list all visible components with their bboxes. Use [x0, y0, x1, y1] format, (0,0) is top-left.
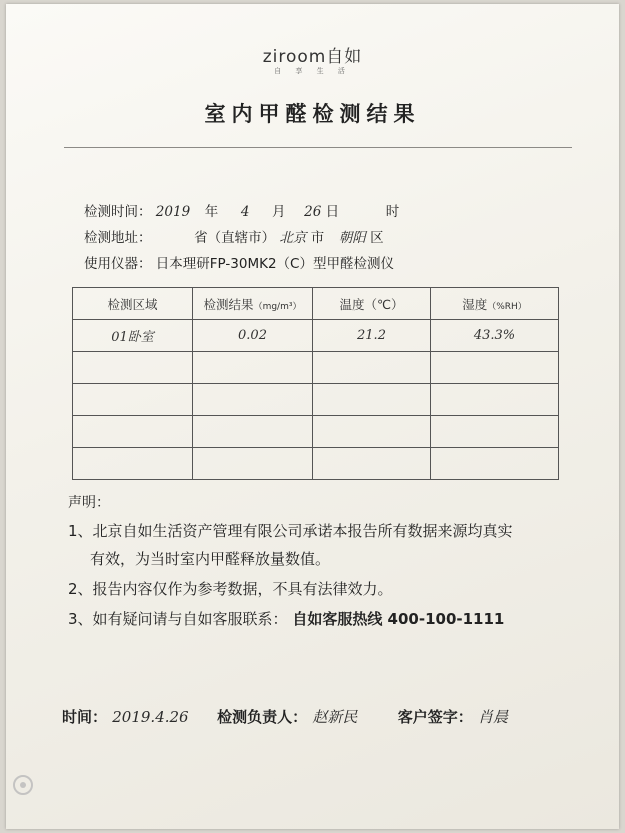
customer-hotline: 自如客服热线 400-100-1111	[292, 610, 505, 628]
cell-temperature	[313, 352, 431, 384]
logo-tagline: 自 享 生 活	[274, 67, 351, 75]
cell-humidity: 43.3%	[431, 320, 559, 352]
instrument-row	[84, 252, 394, 272]
signature-row	[62, 706, 508, 727]
title-divider	[64, 147, 572, 148]
address-label: 检测地址：	[84, 230, 152, 246]
footer-time-label: 时间：	[62, 708, 108, 726]
district-unit: 区	[370, 230, 384, 246]
statement-item-3	[68, 608, 504, 629]
col-header-result: 检测结果（mg/m³）	[193, 288, 313, 320]
cell-result	[193, 384, 313, 416]
statement-heading: 声明：	[68, 495, 110, 511]
province-unit: 省（直辖市）	[194, 230, 276, 246]
cell-area	[73, 352, 193, 384]
ziroom-logo	[6, 42, 619, 67]
time-year: 2019	[155, 204, 191, 220]
report-sheet	[6, 4, 619, 829]
inspector-signature: 赵新民	[312, 708, 358, 726]
table-row	[73, 384, 559, 416]
cell-area: 01卧室	[73, 320, 193, 352]
cell-humidity	[431, 448, 559, 480]
table-row	[73, 416, 559, 448]
instrument-label: 使用仪器：	[84, 256, 152, 272]
statement-item-2: 2、报告内容仅作为参考数据，不具有法律效力。	[68, 580, 393, 598]
inspection-address-row	[84, 226, 384, 246]
city-unit: 市	[310, 230, 325, 246]
result-table	[72, 287, 559, 480]
cell-temperature	[313, 448, 431, 480]
inspector-label: 检测负责人：	[217, 708, 308, 726]
cell-result	[193, 352, 313, 384]
report-title: 室内甲醛检测结果	[204, 101, 421, 126]
cell-area	[73, 448, 193, 480]
customer-label: 客户签字：	[397, 708, 473, 726]
col-header-area: 检测区域	[73, 288, 193, 320]
logo-text: ziroom自如	[262, 47, 363, 67]
table-header-row	[73, 288, 559, 320]
cell-result: 0.02	[193, 320, 313, 352]
table-row	[73, 448, 559, 480]
time-month: 4	[240, 204, 250, 220]
col-header-humidity: 湿度（%RH）	[431, 288, 559, 320]
address-city: 北京	[279, 230, 307, 246]
address-district: 朝阳	[338, 230, 366, 246]
inspection-time-row	[84, 200, 399, 220]
table-row	[73, 352, 559, 384]
cell-humidity	[431, 416, 559, 448]
time-day: 26	[304, 204, 322, 220]
cell-area	[73, 416, 193, 448]
cell-temperature	[313, 416, 431, 448]
cell-result	[193, 448, 313, 480]
cell-result	[193, 416, 313, 448]
watermark-icon	[12, 774, 34, 796]
hour-unit: 时	[385, 204, 400, 220]
cell-temperature: 21.2	[313, 320, 431, 352]
watermark-logo	[10, 774, 36, 822]
statement-item-1-line-1: 1、北京自如生活资产管理有限公司承诺本报告所有数据来源均真实	[68, 522, 513, 540]
day-unit: 日	[325, 204, 340, 220]
cell-temperature	[313, 384, 431, 416]
time-label: 检测时间：	[84, 204, 152, 220]
cell-humidity	[431, 352, 559, 384]
cell-humidity	[431, 384, 559, 416]
customer-signature: 肖晨	[478, 708, 509, 726]
statement-item-1-line-2: 有效，为当时室内甲醛释放量数值。	[90, 550, 331, 568]
cell-area	[73, 384, 193, 416]
table-row	[73, 320, 559, 352]
footer-time-value: 2019.4.26	[112, 708, 189, 726]
year-unit: 年	[204, 204, 219, 220]
instrument-value: 日本理研FP-30MK2（C）型甲醛检测仪	[155, 256, 394, 272]
month-unit: 月	[272, 204, 286, 220]
col-header-temperature: 温度（℃）	[313, 288, 431, 320]
contact-prefix: 3、如有疑问请与自如客服联系：	[68, 610, 288, 628]
